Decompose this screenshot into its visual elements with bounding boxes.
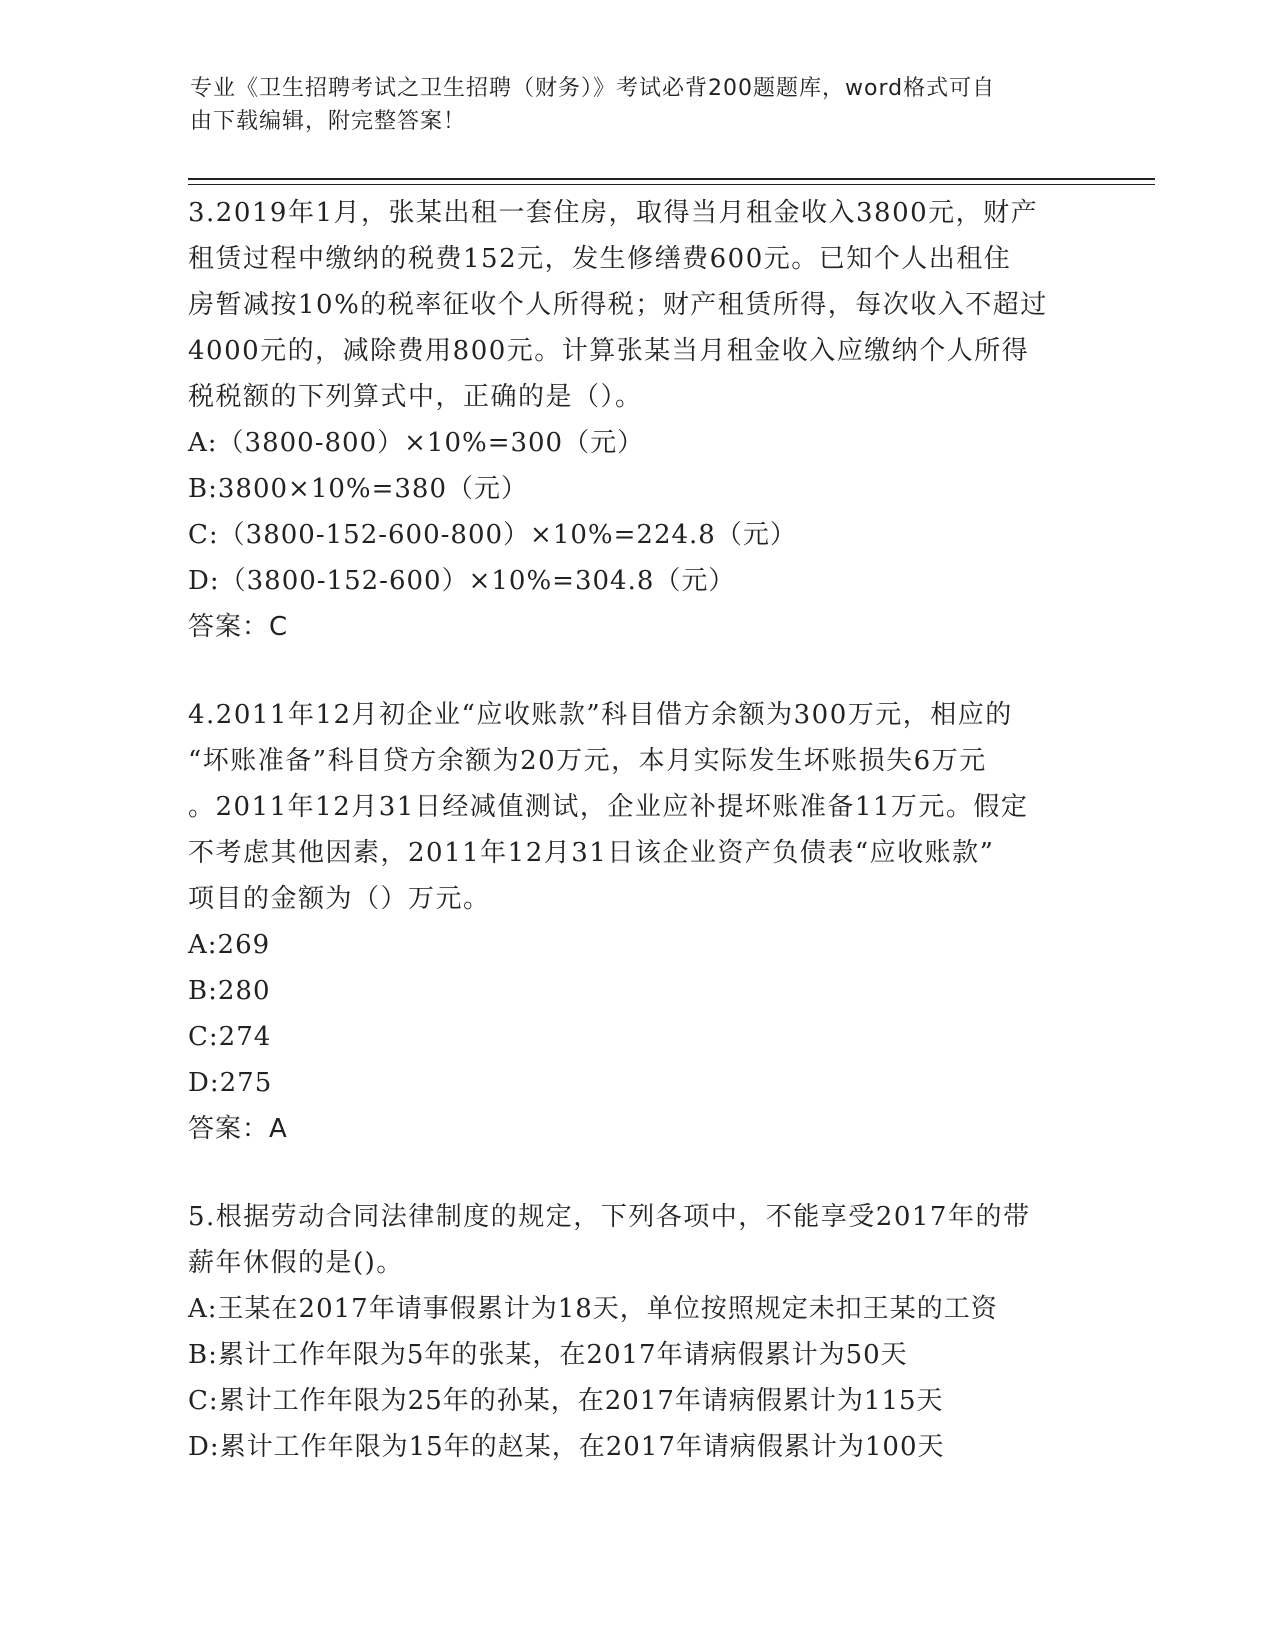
header-line-1: 专业《卫生招聘考试之卫生招聘（财务）》考试必背200题题库，word格式可自 bbox=[190, 76, 996, 101]
document-header bbox=[190, 72, 1090, 138]
question-4-answer: 答案：A bbox=[188, 1114, 288, 1144]
header-divider-thin bbox=[188, 184, 1155, 185]
question-5-option-b: B:累计工作年限为5年的张某，在2017年请病假累计为50天 bbox=[188, 1340, 908, 1370]
question-4-line-1: 4.2011年12月初企业“应收账款”科目借方余额为300万元，相应的 bbox=[188, 700, 1013, 730]
question-4-option-d: D:275 bbox=[188, 1068, 273, 1098]
question-4-line-5: 项目的金额为（）万元。 bbox=[188, 884, 491, 914]
question-4-line-3: 。2011年12月31日经减值测试，企业应补提坏账准备11万元。假定 bbox=[188, 792, 1029, 822]
question-3-line-3: 房暂减按10%的税率征收个人所得税；财产租赁所得，每次收入不超过 bbox=[188, 290, 1048, 320]
question-3-answer: 答案：C bbox=[188, 612, 289, 642]
question-3-line-5: 税税额的下列算式中，正确的是（）。 bbox=[188, 382, 643, 412]
question-3 bbox=[188, 190, 1088, 650]
question-5-line-1: 5.根据劳动合同法律制度的规定，下列各项中，不能享受2017年的带 bbox=[188, 1202, 1031, 1232]
question-3-line-2: 租赁过程中缴纳的税费152元，发生修缮费600元。已知个人出租住 bbox=[188, 244, 1012, 274]
question-5-option-a: A:王某在2017年请事假累计为18天，单位按照规定未扣王某的工资 bbox=[188, 1294, 998, 1324]
question-3-option-b: B:3800×10%=380（元） bbox=[188, 474, 529, 504]
question-4 bbox=[188, 692, 1088, 1152]
question-5-option-d: D:累计工作年限为15年的赵某，在2017年请病假累计为100天 bbox=[188, 1432, 945, 1462]
question-3-option-a: A:（3800-800）×10%=300（元） bbox=[188, 428, 645, 458]
question-3-line-4: 4000元的，减除费用800元。计算张某当月租金收入应缴纳个人所得 bbox=[188, 336, 1030, 366]
header-divider-thick bbox=[188, 178, 1155, 180]
question-5 bbox=[188, 1194, 1088, 1470]
question-5-line-2: 薪年休假的是()。 bbox=[188, 1248, 404, 1278]
question-5-option-c: C:累计工作年限为25年的孙某，在2017年请病假累计为115天 bbox=[188, 1386, 944, 1416]
question-4-line-4: 不考虑其他因素，2011年12月31日该企业资产负债表“应收账款” bbox=[188, 838, 995, 868]
question-3-option-d: D:（3800-152-600）×10%=304.8（元） bbox=[188, 566, 736, 596]
question-3-option-c: C:（3800-152-600-800）×10%=224.8（元） bbox=[188, 520, 797, 550]
question-4-option-b: B:280 bbox=[188, 976, 271, 1006]
question-4-option-a: A:269 bbox=[188, 930, 271, 960]
question-4-option-c: C:274 bbox=[188, 1022, 272, 1052]
question-4-line-2: “坏账准备”科目贷方余额为20万元，本月实际发生坏账损失6万元 bbox=[188, 746, 987, 776]
header-line-2: 由下载编辑，附完整答案！ bbox=[190, 109, 467, 134]
question-3-line-1: 3.2019年1月，张某出租一套住房，取得当月租金收入3800元，财产 bbox=[188, 198, 1039, 228]
